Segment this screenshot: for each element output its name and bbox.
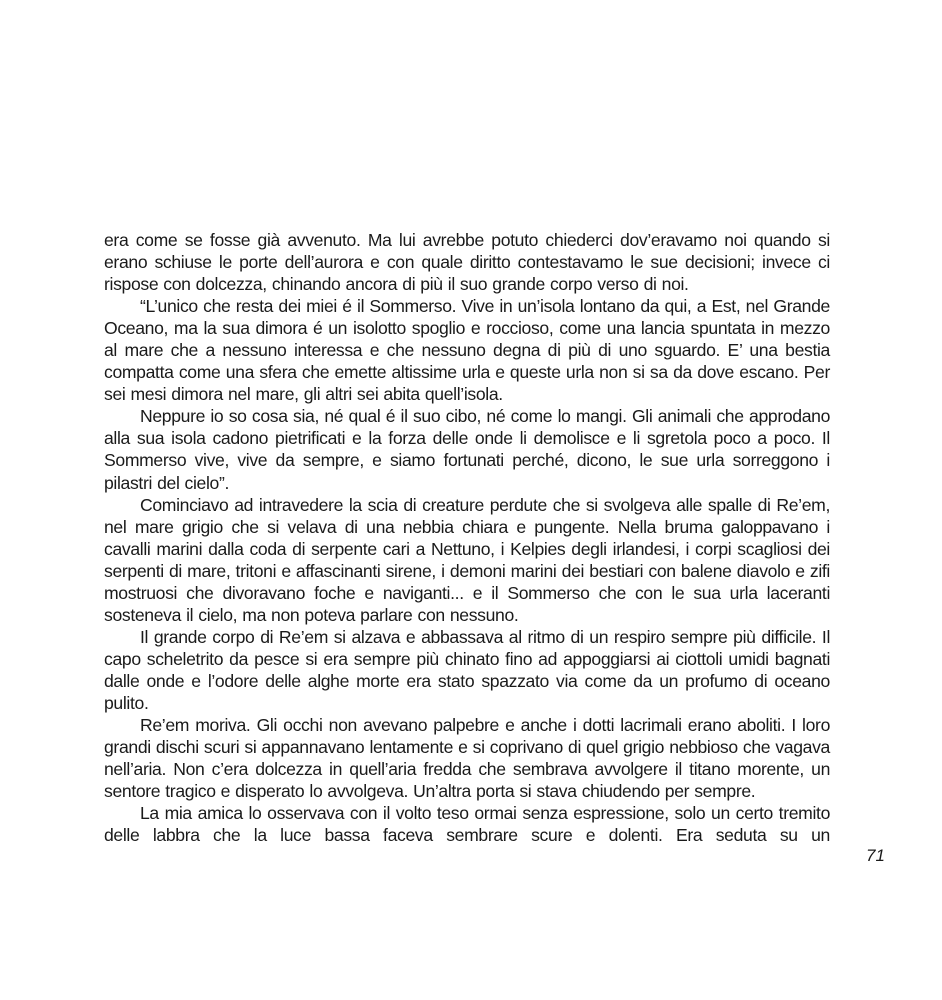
paragraph-7: La mia amica lo osservava con il volto teso ormai senza espressione, solo un certo tremito delle labbra che la luce bassa faceva sembrare scure e dolenti. Era seduta su un: [104, 803, 830, 846]
paragraph-5: Il grande corpo di Re’em si alzava e abbassava al ritmo di un respiro sempre più difficile. Il capo scheletrito da pesce si era sempre più chinato fino ad appoggiarsi ai ciottoli umidi bagnati dalle onde e l’odore delle alghe morte era stato spazzato via come da un profumo di oceano pulito.: [104, 626, 830, 713]
paragraph-3: Neppure io so cosa sia, né qual é il suo cibo, né come lo mangi. Gli animali che approdano alla sua isola cadono pietrificati e la forza delle onde li demolisce e li sgretola poco a poco. Il Sommerso vive, vive da sempre, e siamo fortunati perché, dicono, le sue urla sorreggono i pilastri del cielo”.: [104, 406, 830, 493]
paragraph-2: “L’unico che resta dei miei é il Sommerso. Vive in un’isola lontano da qui, a Est, nel Grande Oceano, ma la sua dimora é un isolotto spoglio e roccioso, come una lancia spuntata in mezzo al mare che a nessuno interessa e che nessuno degna di più di uno sguardo. E’ una bestia compatta come una sfera che emette altissime urla e queste urla non si sa da dove escano. Per sei mesi dimora nel mare, gli altri sei abita quell’isola.: [104, 296, 830, 405]
paragraph-4: Cominciavo ad intravedere la scia di creature perdute che si svolgeva alle spalle di Re’em, nel mare grigio che si velava di una nebbia chiara e pungente. Nella bruma galoppavano i cavalli marini dalla coda di serpente cari a Nettuno, i Kelpies degli irlandesi, i corpi scagliosi dei serpenti di mare, tritoni e affascinanti sirene, i demoni marini dei bestiari con balene diavolo e zifi mostruosi che divoravano foche e naviganti... e il Sommerso che con le sua urla laceranti sosteneva il cielo, ma non poteva parlare con nessuno.: [104, 494, 830, 625]
page-number: 71: [866, 846, 885, 865]
paragraph-1: era come se fosse già avvenuto. Ma lui avrebbe potuto chiederci dov’eravamo noi quando si erano schiuse le porte dell’aurora e con quale diritto contestavamo le sue decisioni; invece ci rispose con dolcezza, chinando ancora di più il suo grande corpo verso di noi.: [104, 230, 830, 295]
paragraph-6: Re’em moriva. Gli occhi non avevano palpebre e anche i dotti lacrimali erano aboliti. I loro grandi dischi scuri si appannavano lentamente e si coprivano di quel grigio nebbioso che vagava nell’aria. Non c’era dolcezza in quell’aria fredda che sembrava avvolgere il titano morente, un sentore tragico e disperato lo avvolgeva. Un’altra porta si stava chiudendo per sempre.: [104, 715, 830, 802]
body-text: [104, 229, 830, 846]
